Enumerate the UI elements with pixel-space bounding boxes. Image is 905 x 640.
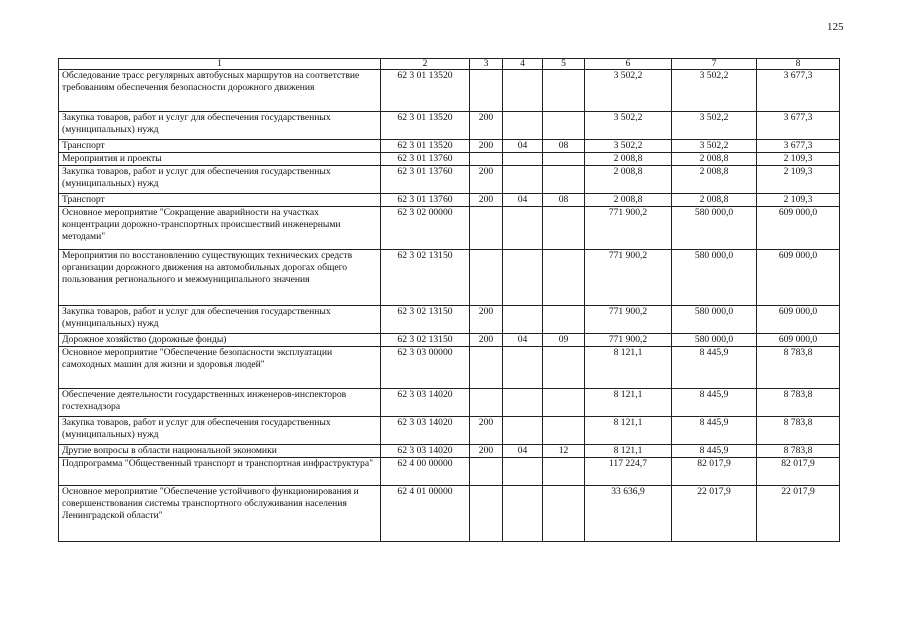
column-header: 4 [503,59,543,70]
amount-col6-cell: 8 121,1 [585,389,672,417]
table-row [59,445,840,458]
amount-col8-cell: 8 783,8 [757,347,840,389]
amount-col6-cell: 2 008,8 [585,166,672,194]
row-name-cell: Закупка товаров, работ и услуг для обеспечения государственных (муниципальных) нужд [59,112,381,140]
amount-col7-cell: 8 445,9 [672,347,757,389]
section-cell: 04 [503,194,543,207]
amount-col6-cell: 117 224,7 [585,458,672,486]
amount-col8-cell: 609 000,0 [757,306,840,334]
amount-col7-cell: 3 502,2 [672,140,757,153]
target-code-cell: 62 4 01 00000 [381,486,470,542]
table-row [59,70,840,112]
subsection-cell [543,70,585,112]
expense-type-cell [470,347,503,389]
expense-type-cell: 200 [470,166,503,194]
table-row [59,140,840,153]
subsection-cell [543,112,585,140]
amount-col8-cell: 3 677,3 [757,70,840,112]
amount-col6-cell: 8 121,1 [585,417,672,445]
amount-col8-cell: 3 677,3 [757,140,840,153]
column-header: 3 [470,59,503,70]
target-code-cell: 62 4 00 00000 [381,458,470,486]
amount-col7-cell: 8 445,9 [672,389,757,417]
amount-col8-cell: 22 017,9 [757,486,840,542]
section-cell [503,417,543,445]
subsection-cell [543,458,585,486]
expense-type-cell: 200 [470,306,503,334]
amount-col6-cell: 771 900,2 [585,250,672,306]
amount-col6-cell: 3 502,2 [585,112,672,140]
row-name-cell: Обследование трасс регулярных автобусных маршрутов на соответствие требованиям обеспечения безопасности дорожного движения [59,70,381,112]
table-row [59,153,840,166]
expense-type-cell: 200 [470,445,503,458]
section-cell: 04 [503,334,543,347]
table-row [59,112,840,140]
amount-col8-cell: 2 109,3 [757,194,840,207]
expense-type-cell: 200 [470,194,503,207]
row-name-cell: Основное мероприятие "Сокращение аварийности на участках концентрации дорожно-транспортных происшествий инженерными методами" [59,207,381,250]
amount-col7-cell: 3 502,2 [672,112,757,140]
subsection-cell: 12 [543,445,585,458]
target-code-cell: 62 3 03 00000 [381,347,470,389]
row-name-cell: Закупка товаров, работ и услуг для обеспечения государственных (муниципальных) нужд [59,417,381,445]
table-row [59,306,840,334]
target-code-cell: 62 3 01 13520 [381,112,470,140]
section-cell [503,166,543,194]
table-row [59,250,840,306]
amount-col8-cell: 2 109,3 [757,166,840,194]
target-code-cell: 62 3 01 13760 [381,166,470,194]
target-code-cell: 62 3 02 13150 [381,250,470,306]
amount-col7-cell: 8 445,9 [672,417,757,445]
amount-col7-cell: 82 017,9 [672,458,757,486]
section-cell [503,306,543,334]
amount-col6-cell: 771 900,2 [585,207,672,250]
table-row [59,458,840,486]
amount-col6-cell: 771 900,2 [585,306,672,334]
subsection-cell [543,389,585,417]
expense-type-cell: 200 [470,417,503,445]
table-row [59,486,840,542]
expense-type-cell [470,70,503,112]
section-cell [503,250,543,306]
table-row [59,334,840,347]
amount-col8-cell: 2 109,3 [757,153,840,166]
subsection-cell [543,486,585,542]
expense-type-cell: 200 [470,334,503,347]
amount-col6-cell: 8 121,1 [585,347,672,389]
row-name-cell: Подпрограмма "Общественный транспорт и транспортная инфраструктура" [59,458,381,486]
table-row [59,166,840,194]
expense-type-cell [470,486,503,542]
section-cell: 04 [503,140,543,153]
target-code-cell: 62 3 03 14020 [381,417,470,445]
subsection-cell [543,153,585,166]
subsection-cell [543,417,585,445]
amount-col7-cell: 2 008,8 [672,194,757,207]
subsection-cell [543,166,585,194]
table-row [59,347,840,389]
row-name-cell: Мероприятия по восстановлению существующих технических средств организации дорожного движения на автомобильных дорогах общего пользования регионального и межмуниципального значения [59,250,381,306]
row-name-cell: Обеспечение деятельности государственных инженеров-инспекторов гостехнадзора [59,389,381,417]
amount-col7-cell: 2 008,8 [672,166,757,194]
amount-col7-cell: 580 000,0 [672,207,757,250]
target-code-cell: 62 3 02 13150 [381,306,470,334]
target-code-cell: 62 3 02 00000 [381,207,470,250]
section-cell [503,112,543,140]
expense-type-cell [470,153,503,166]
column-header: 8 [757,59,840,70]
target-code-cell: 62 3 03 14020 [381,389,470,417]
amount-col6-cell: 3 502,2 [585,70,672,112]
row-name-cell: Транспорт [59,140,381,153]
amount-col7-cell: 580 000,0 [672,306,757,334]
amount-col8-cell: 609 000,0 [757,334,840,347]
amount-col6-cell: 3 502,2 [585,140,672,153]
amount-col8-cell: 82 017,9 [757,458,840,486]
amount-col6-cell: 8 121,1 [585,445,672,458]
subsection-cell: 08 [543,140,585,153]
table-row [59,194,840,207]
amount-col7-cell: 22 017,9 [672,486,757,542]
amount-col6-cell: 33 636,9 [585,486,672,542]
header-row [59,59,840,70]
amount-col7-cell: 8 445,9 [672,445,757,458]
row-name-cell: Основное мероприятие "Обеспечение безопасности эксплуатации самоходных машин для жизни и здоровья людей" [59,347,381,389]
subsection-cell: 09 [543,334,585,347]
page-number: 125 [827,21,844,33]
amount-col7-cell: 580 000,0 [672,250,757,306]
amount-col7-cell: 3 502,2 [672,70,757,112]
amount-col6-cell: 2 008,8 [585,153,672,166]
target-code-cell: 62 3 03 14020 [381,445,470,458]
row-name-cell: Другие вопросы в области национальной экономики [59,445,381,458]
column-header: 7 [672,59,757,70]
row-name-cell: Основное мероприятие "Обеспечение устойчивого функционирования и совершенствования системы транспортного обслуживания населения Ленинградской области" [59,486,381,542]
expense-type-cell [470,207,503,250]
row-name-cell: Дорожное хозяйство (дорожные фонды) [59,334,381,347]
target-code-cell: 62 3 01 13760 [381,194,470,207]
subsection-cell: 08 [543,194,585,207]
expense-type-cell [470,250,503,306]
section-cell [503,458,543,486]
amount-col8-cell: 609 000,0 [757,250,840,306]
column-header: 6 [585,59,672,70]
column-header: 5 [543,59,585,70]
amount-col8-cell: 8 783,8 [757,417,840,445]
subsection-cell [543,347,585,389]
table-body [59,70,840,542]
target-code-cell: 62 3 02 13150 [381,334,470,347]
section-cell [503,70,543,112]
table-row [59,389,840,417]
amount-col8-cell: 609 000,0 [757,207,840,250]
subsection-cell [543,250,585,306]
expense-type-cell: 200 [470,112,503,140]
expense-type-cell [470,458,503,486]
expense-type-cell [470,389,503,417]
row-name-cell: Закупка товаров, работ и услуг для обеспечения государственных (муниципальных) нужд [59,166,381,194]
row-name-cell: Мероприятия и проекты [59,153,381,166]
section-cell [503,389,543,417]
section-cell [503,207,543,250]
amount-col7-cell: 580 000,0 [672,334,757,347]
column-header: 2 [381,59,470,70]
row-name-cell: Транспорт [59,194,381,207]
table-row [59,417,840,445]
expense-type-cell: 200 [470,140,503,153]
row-name-cell: Закупка товаров, работ и услуг для обеспечения государственных (муниципальных) нужд [59,306,381,334]
section-cell [503,153,543,166]
subsection-cell [543,207,585,250]
amount-col8-cell: 3 677,3 [757,112,840,140]
section-cell [503,347,543,389]
amount-col6-cell: 771 900,2 [585,334,672,347]
column-header: 1 [59,59,381,70]
budget-table [58,58,840,542]
amount-col8-cell: 8 783,8 [757,389,840,417]
target-code-cell: 62 3 01 13520 [381,70,470,112]
subsection-cell [543,306,585,334]
table-row [59,207,840,250]
target-code-cell: 62 3 01 13520 [381,140,470,153]
section-cell [503,486,543,542]
section-cell: 04 [503,445,543,458]
amount-col6-cell: 2 008,8 [585,194,672,207]
amount-col7-cell: 2 008,8 [672,153,757,166]
amount-col8-cell: 8 783,8 [757,445,840,458]
target-code-cell: 62 3 01 13760 [381,153,470,166]
